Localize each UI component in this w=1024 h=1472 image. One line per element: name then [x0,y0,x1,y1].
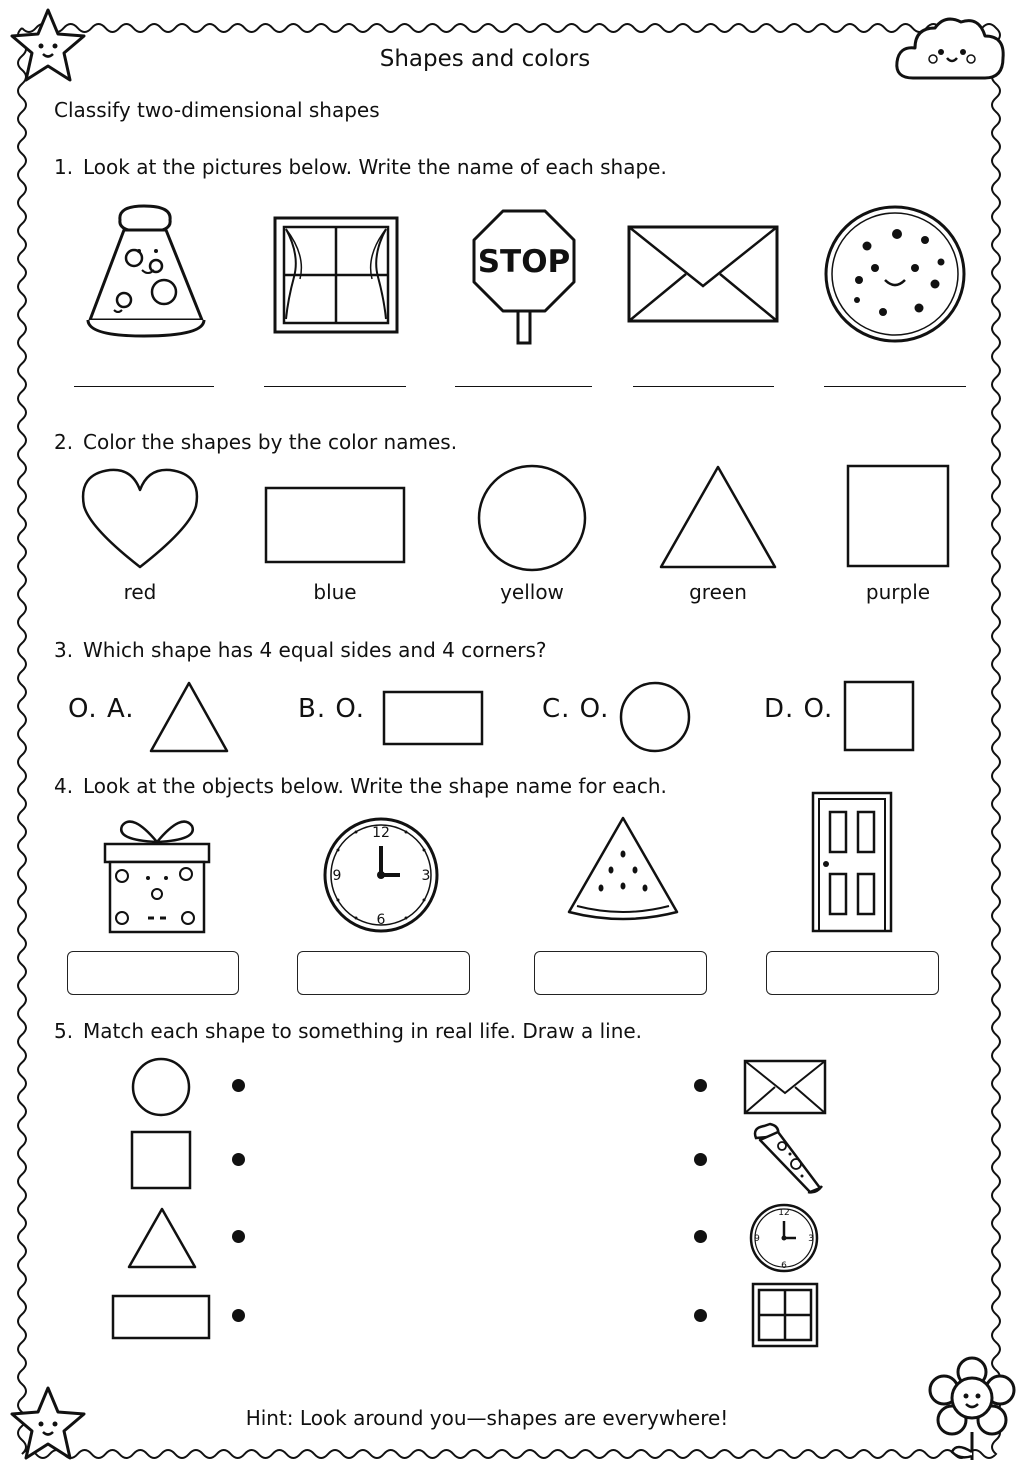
color-label-blue: blue [313,580,357,604]
clock-number-3: 3 [421,868,431,884]
question-text: Look at the pictures below. Write the name of each shape. [83,155,667,179]
question-5 [54,1019,642,1043]
heart-shape[interactable] [80,466,200,570]
match-dot-right[interactable] [694,1153,707,1166]
color-label-green: green [689,580,747,604]
match-dot-left[interactable] [232,1153,245,1166]
match-circle-shape[interactable] [130,1056,192,1118]
clock-number-9: 9 [754,1234,760,1244]
answer-line[interactable] [824,386,966,387]
match-rectangle-shape[interactable] [111,1294,211,1340]
question-2 [54,430,457,454]
match-triangle-shape[interactable] [126,1206,198,1270]
clock-icon [322,816,440,934]
match-envelope-icon[interactable] [743,1059,827,1115]
stop-sign-text: STOP [477,244,571,280]
question-number: 2. [54,430,74,454]
question-text: Color the shapes by the color names. [83,430,458,454]
answer-line[interactable] [264,386,406,387]
circle-shape[interactable] [476,464,588,572]
match-dot-left[interactable] [232,1309,245,1322]
option-b-rectangle[interactable] [382,690,484,746]
triangle-shape[interactable] [658,464,778,570]
watermelon-slice-icon [563,814,683,928]
match-square-shape[interactable] [130,1130,192,1190]
answer-box[interactable] [534,951,707,995]
question-number: 4. [54,774,74,798]
question-text: Which shape has 4 equal sides and 4 corners? [83,638,547,662]
option-d-square[interactable] [843,680,915,752]
window-icon [272,215,400,335]
match-pizza-slice-icon[interactable] [750,1122,824,1194]
door-icon [810,790,894,934]
cookie-icon [823,204,967,344]
rectangle-shape[interactable] [264,486,406,564]
answer-line[interactable] [633,386,774,387]
question-4 [54,774,667,798]
match-window-icon[interactable] [751,1282,819,1348]
question-1 [54,155,667,179]
answer-box[interactable] [766,951,939,995]
question-text: Match each shape to something in real life. Draw a line. [83,1019,643,1043]
page-title: Shapes and colors [379,46,591,72]
option-a-triangle[interactable] [148,680,230,754]
answer-line[interactable] [455,386,592,387]
match-clock-icon[interactable] [748,1202,820,1274]
question-3 [54,638,547,662]
hint-text: Hint: Look around you—shapes are everywhere! [245,1406,729,1430]
match-dot-left[interactable] [232,1079,245,1092]
question-number: 3. [54,638,74,662]
color-label-purple: purple [865,580,931,604]
option-b-label[interactable]: B. O. [298,694,366,724]
question-number: 5. [54,1019,74,1043]
answer-line[interactable] [74,386,214,387]
match-dot-left[interactable] [232,1230,245,1243]
gift-box-icon [102,814,212,936]
square-shape[interactable] [846,464,950,568]
envelope-icon [626,224,780,324]
clock-number-3: 3 [808,1234,814,1244]
clock-number-6: 6 [376,912,386,928]
answer-box[interactable] [67,951,239,995]
question-number: 1. [54,155,74,179]
color-label-red: red [123,580,157,604]
option-c-circle[interactable] [618,680,692,754]
clock-number-12: 12 [372,825,390,841]
match-dot-right[interactable] [694,1079,707,1092]
pizza-slice-icon [84,202,208,342]
worksheet-subtitle: Classify two-dimensional shapes [54,98,380,122]
option-c-label[interactable]: C. O. [542,694,610,724]
clock-number-6: 6 [781,1261,787,1271]
match-dot-right[interactable] [694,1230,707,1243]
clock-number-9: 9 [332,868,342,884]
option-a-label[interactable]: O. A. [68,694,135,724]
match-dot-right[interactable] [694,1309,707,1322]
answer-box[interactable] [297,951,470,995]
option-d-label[interactable]: D. O. [764,694,834,724]
color-label-yellow: yellow [500,580,564,604]
question-text: Look at the objects below. Write the shape name for each. [83,774,667,798]
clock-number-12: 12 [778,1208,790,1218]
